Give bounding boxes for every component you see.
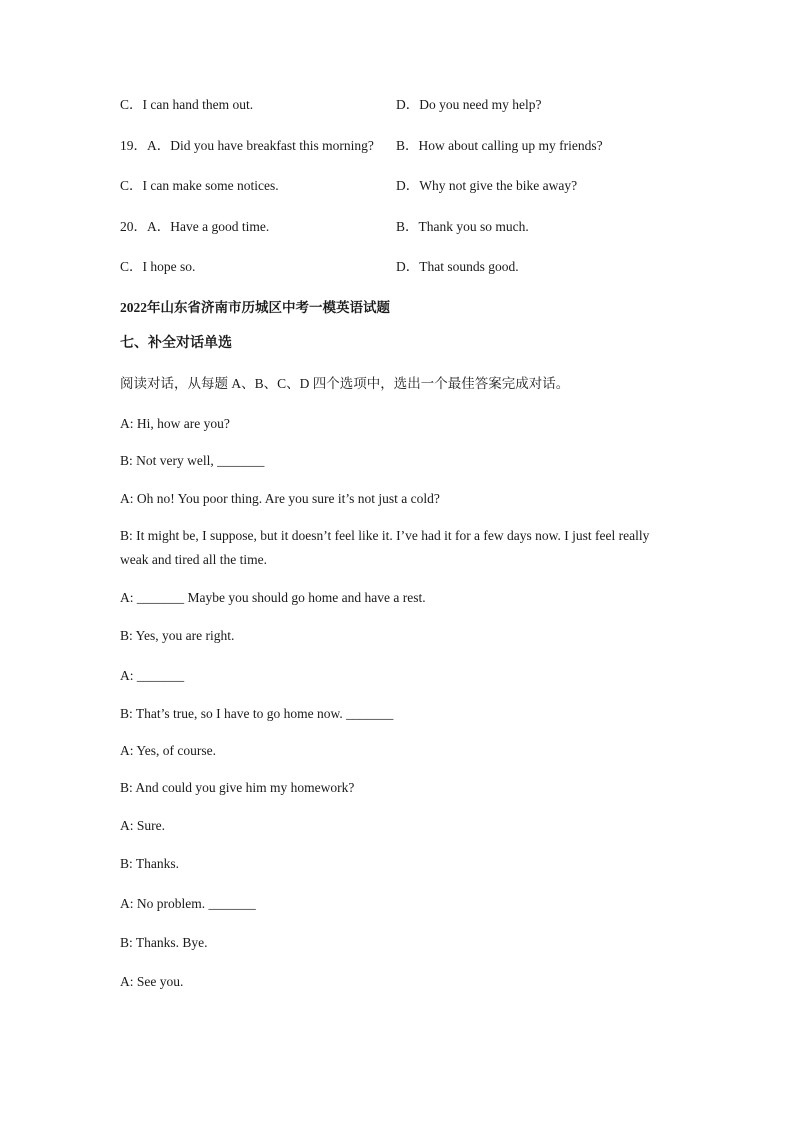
dialogue-line: B: Thanks. Bye. <box>120 935 208 950</box>
option-left: 20．A．Have a good time. <box>120 219 270 234</box>
dialogue-line: B: Yes, you are right. <box>120 628 235 643</box>
option-right: D．Do you need my help? <box>396 97 542 112</box>
dialogue-line: A: See you. <box>120 974 184 989</box>
section-title: 七、补全对话单选 <box>120 336 232 351</box>
option-right: D．Why not give the bike away? <box>396 178 578 193</box>
option-row <box>120 96 680 114</box>
option-left: C．I hope so. <box>120 259 196 274</box>
option-left: 19．A．Did you have breakfast this morning? <box>120 138 374 153</box>
dialogue-line: A: Oh no! You poor thing. Are you sure it’s not just a cold? <box>120 491 440 506</box>
option-row <box>120 137 680 155</box>
option-row <box>120 218 680 236</box>
dialogue-line: B: That’s true, so I have to go home now. _______ <box>120 706 394 721</box>
dialogue-line: B: And could you give him my homework? <box>120 780 355 795</box>
dialogue-line: A: _______ Maybe you should go home and have a rest. <box>120 590 426 605</box>
dialogue-line: A: _______ <box>120 668 185 683</box>
option-right: D．That sounds good. <box>396 259 519 274</box>
dialogue-line: A: No problem. _______ <box>120 896 256 911</box>
exam-title: 2022年山东省济南市历城区中考一模英语试题 <box>120 300 390 315</box>
dialogue-line: A: Sure. <box>120 818 165 833</box>
option-right: B．Thank you so much. <box>396 219 529 234</box>
option-left: C．I can hand them out. <box>120 97 254 112</box>
instruction-text: 阅读对话，从每题 A、B、C、D 四个选项中，选出一个最佳答案完成对话。 <box>120 376 570 391</box>
option-left: C．I can make some notices. <box>120 178 279 193</box>
dialogue-line: B: It might be, I suppose, but it doesn’t feel like it. I’ve had it for a few days now. I just feel really weak and tired all the time. <box>120 528 650 567</box>
dialogue-line: B: Thanks. <box>120 856 180 871</box>
option-right: B．How about calling up my friends? <box>396 138 603 153</box>
dialogue-line: A: Hi, how are you? <box>120 416 230 431</box>
option-row <box>120 258 680 276</box>
dialogue-line: A: Yes, of course. <box>120 743 216 758</box>
dialogue-line: B: Not very well, _______ <box>120 453 265 468</box>
option-row <box>120 177 680 195</box>
